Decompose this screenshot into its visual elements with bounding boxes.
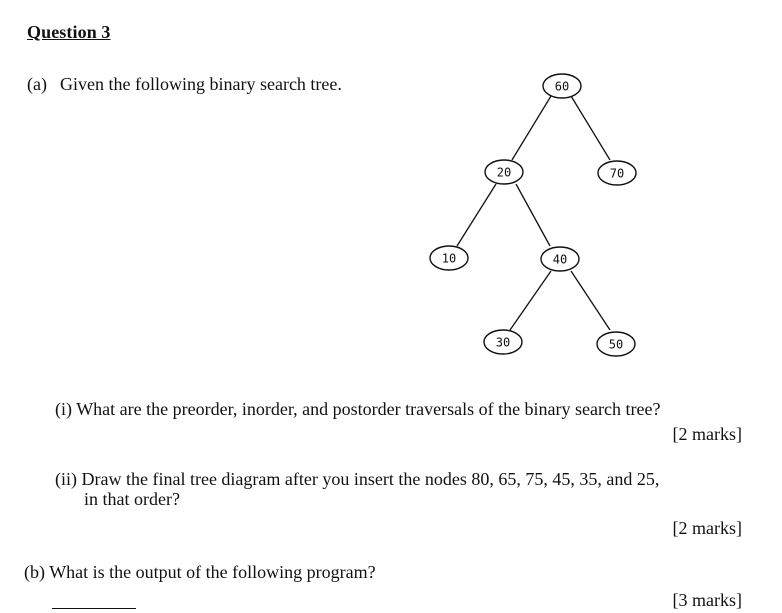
part-b-text: What is the output of the following program?	[49, 562, 376, 582]
sub-ii-marks: [2 marks]	[672, 518, 742, 538]
page-cut-rule	[52, 608, 136, 609]
sub-question-ii	[55, 469, 659, 490]
sub-ii-label: (ii)	[55, 469, 77, 489]
sub-i-text: What are the preorder, inorder, and postorder traversals of the binary search tree?	[76, 399, 661, 419]
sub-ii-text-line2: in that order?	[84, 489, 180, 509]
sub-ii-text-line1: Draw the final tree diagram after you insert the nodes 80, 65, 75, 45, 35, and 25,	[81, 469, 660, 489]
node-label-20: 20	[496, 165, 512, 180]
tree-node-30	[484, 330, 522, 354]
node-label-10: 10	[441, 251, 457, 266]
tree-edges	[457, 96, 610, 330]
node-label-30: 30	[495, 335, 511, 350]
node-label-70: 70	[609, 166, 625, 181]
node-label-50: 50	[608, 337, 624, 352]
node-label-60: 60	[554, 79, 570, 94]
part-b-prompt	[24, 562, 376, 583]
tree-node-10	[430, 246, 468, 270]
part-a-prompt	[27, 74, 342, 95]
edge-20-10	[457, 184, 496, 246]
tree-node-70	[598, 161, 636, 185]
tree-node-20	[485, 160, 523, 184]
edge-60-70	[571, 96, 610, 160]
sub-question-i	[55, 399, 660, 420]
question-title: Question 3	[27, 22, 111, 42]
edge-60-20	[512, 96, 551, 160]
part-a-label: (a)	[27, 74, 47, 94]
part-a-text: Given the following binary search tree.	[60, 74, 342, 94]
tree-node-60	[543, 74, 581, 98]
part-b-marks: [3 marks]	[672, 590, 742, 610]
edge-20-40	[516, 184, 550, 246]
binary-search-tree-diagram	[410, 66, 660, 366]
edge-40-50	[571, 271, 610, 330]
sub-i-marks: [2 marks]	[672, 424, 742, 444]
edge-40-30	[510, 271, 551, 330]
sub-i-label: (i)	[55, 399, 72, 419]
part-b-label: (b)	[24, 562, 45, 582]
tree-node-50	[597, 332, 635, 356]
tree-node-40	[541, 247, 579, 271]
node-label-40: 40	[552, 252, 568, 267]
